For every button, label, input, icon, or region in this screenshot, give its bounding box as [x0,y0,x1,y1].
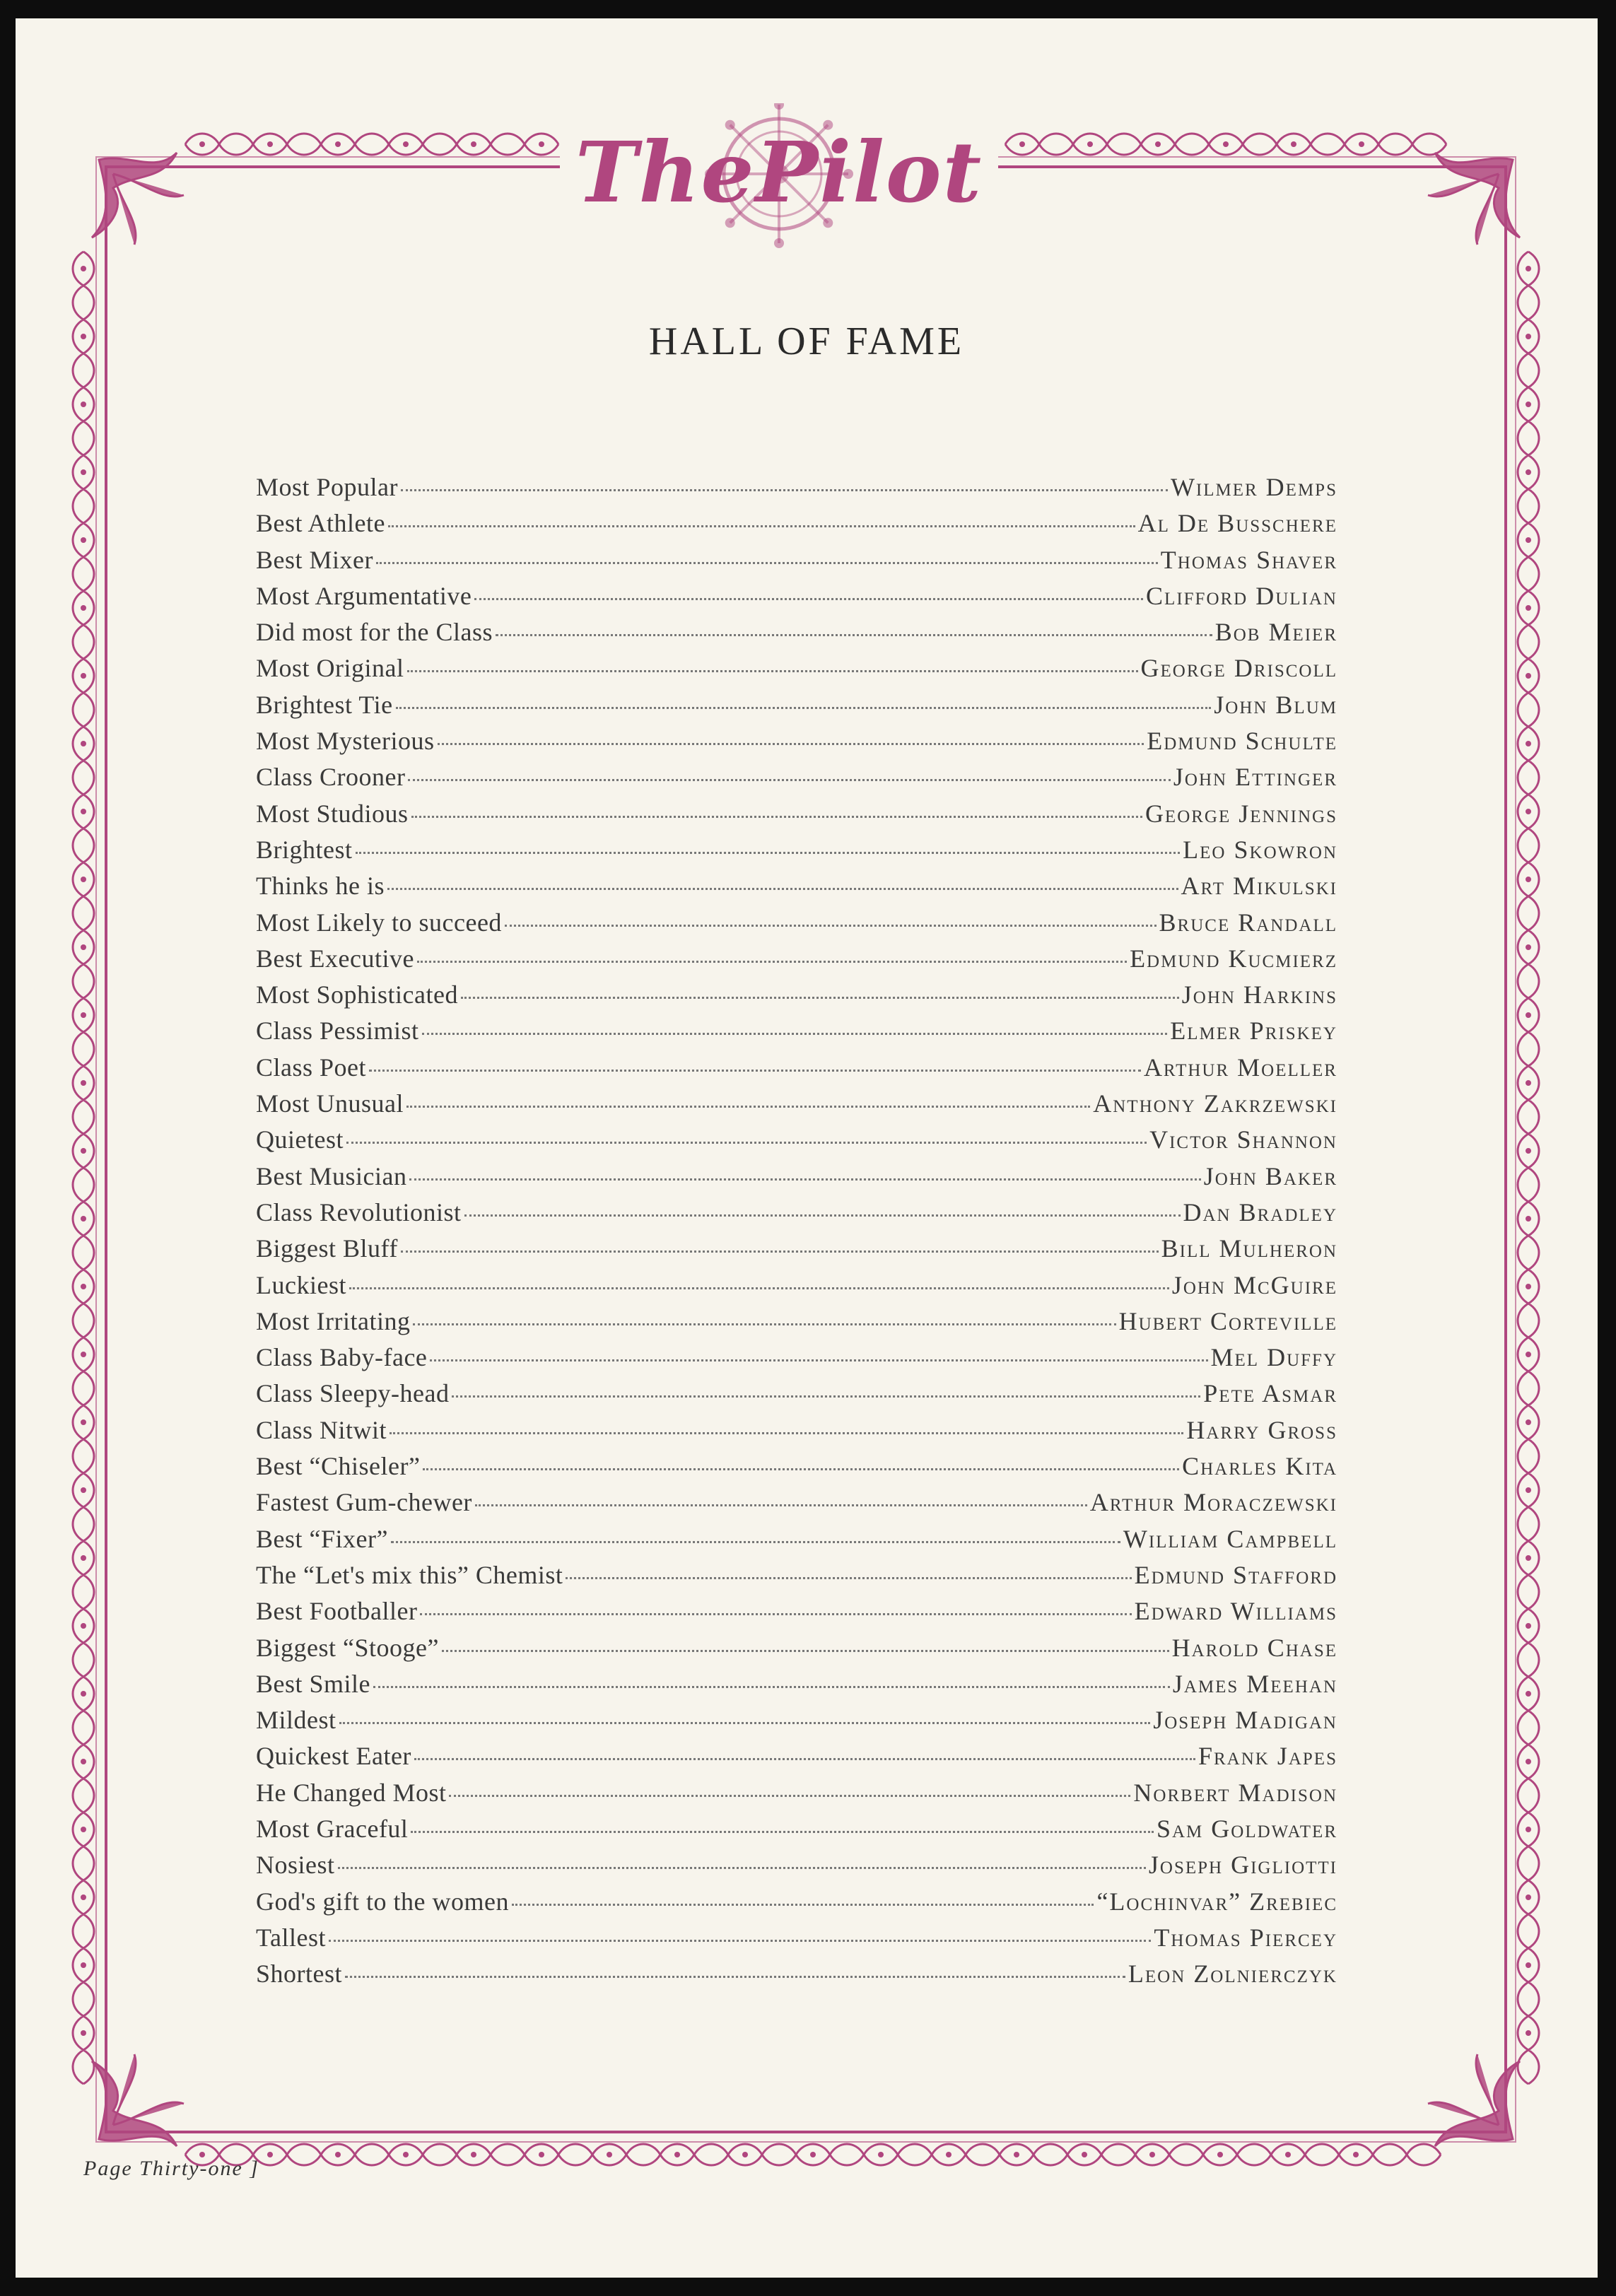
dot-leader [409,1178,1200,1181]
dot-leader [438,743,1144,745]
winner-name: John Ettinger [1173,763,1337,792]
award-title: Fastest Gum-chewer [256,1488,472,1517]
dot-leader [345,1976,1125,1978]
winner-name: George Jennings [1144,799,1337,828]
winner-name: Arthur Moraczewski [1089,1488,1337,1517]
dot-leader [339,1722,1151,1724]
list-item [256,1814,1337,1850]
winner-name: James Meehan [1172,1669,1337,1698]
page-title: HALL OF FAME [648,320,965,363]
dot-leader [411,816,1142,818]
dot-leader [474,598,1143,600]
list-item [256,545,1337,581]
award-title: Most Likely to succeed [256,908,502,937]
winner-name: Elmer Priskey [1170,1017,1337,1046]
award-title: Class Pessimist [256,1017,419,1046]
award-title: Did most for the Class [256,618,493,647]
winner-name: John McGuire [1171,1270,1337,1299]
winner-name: Dan Bradley [1183,1197,1337,1226]
list-item [256,1306,1337,1342]
list-item [256,1378,1337,1414]
dot-leader [376,562,1158,564]
list-item [256,1887,1337,1923]
award-title: Class Nitwit [256,1415,387,1444]
winner-name: Victor Shannon [1149,1125,1337,1154]
list-item [256,1560,1337,1596]
winner-name: Hubert Corteville [1118,1306,1337,1335]
list-item [256,653,1337,689]
award-title: Best Athlete [256,509,385,538]
winner-name: William Campbell [1123,1524,1337,1553]
dot-leader [329,1940,1151,1942]
page-number: Page Thirty-one ] [83,2157,259,2180]
award-title: Quickest Eater [256,1742,411,1771]
dot-leader [442,1650,1169,1652]
dot-leader [422,1033,1168,1035]
winner-name: Norbert Madison [1133,1778,1337,1807]
list-item [256,1089,1337,1125]
award-title: Brightest Tie [256,690,393,719]
winner-name: Bob Meier [1214,618,1337,647]
list-item [256,908,1337,944]
dot-leader [414,1758,1195,1760]
dot-leader [408,779,1170,781]
list-item [256,472,1337,508]
hall-of-fame-list [256,472,1337,1995]
award-title: Biggest Bluff [256,1234,398,1263]
list-item [256,1451,1337,1487]
award-title: Luckiest [256,1270,346,1299]
dot-leader [430,1359,1207,1361]
award-title: Biggest “Stooge” [256,1633,439,1662]
list-item [256,1741,1337,1777]
list-item [256,1053,1337,1089]
winner-name: Art Mikulski [1181,872,1337,901]
winner-name: Thomas Piercey [1154,1923,1337,1952]
winner-name: Mel Duffy [1210,1343,1337,1372]
dot-leader [387,888,1178,890]
list-item [256,1270,1337,1306]
award-title: Quietest [256,1125,344,1154]
list-item [256,1959,1337,1995]
dot-leader [475,1504,1087,1506]
list-item [256,1633,1337,1669]
award-title: The “Let's mix this” Chemist [256,1560,563,1589]
list-item [256,1342,1337,1378]
list-item [256,1669,1337,1705]
dot-leader [512,1904,1094,1906]
list-item [256,835,1337,871]
winner-name: Bruce Randall [1159,908,1337,937]
dot-leader [417,961,1127,963]
winner-name: Joseph Gigliotti [1148,1851,1337,1880]
masthead-title: ThePilot [575,123,983,221]
list-item [256,1705,1337,1741]
yearbook-sheet [16,18,1598,2278]
list-item [256,690,1337,726]
dot-leader [461,997,1179,999]
award-title: Most Sophisticated [256,980,458,1009]
dot-leader [411,1831,1154,1833]
masthead-logo [560,103,998,252]
list-item [256,1415,1337,1451]
award-title: Tallest [256,1923,326,1952]
winner-name: Wilmer Demps [1170,473,1337,501]
winner-name: Frank Japes [1198,1742,1337,1771]
winner-name: Charles Kita [1182,1452,1337,1481]
dot-leader [396,707,1212,709]
list-item [256,799,1337,835]
award-title: He Changed Most [256,1778,447,1807]
dot-leader [505,925,1157,927]
award-title: Most Mysterious [256,727,435,756]
list-item [256,980,1337,1016]
winner-name: Edward Williams [1134,1597,1337,1626]
list-item [256,581,1337,617]
award-title: Best Musician [256,1161,407,1190]
award-title: God's gift to the women [256,1887,509,1916]
winner-name: Edmund Stafford [1134,1560,1337,1589]
winner-name: Al De Busschere [1137,509,1337,538]
award-title: Most Popular [256,473,399,501]
winner-name: Anthony Zakrzewski [1093,1089,1337,1118]
award-title: Best Smile [256,1669,371,1698]
winner-name: Harry Gross [1186,1415,1337,1444]
list-item [256,1016,1337,1052]
list-item [256,1778,1337,1814]
award-title: Best Executive [256,944,414,973]
list-item [256,1197,1337,1234]
list-item [256,1234,1337,1270]
award-title: Class Crooner [256,763,406,792]
dot-leader [423,1468,1179,1470]
award-title: Most Studious [256,799,409,828]
list-item [256,871,1337,907]
winner-name: Edmund Schulte [1147,727,1337,756]
dot-leader [391,1541,1120,1543]
list-item [256,944,1337,980]
award-title: Mildest [256,1706,336,1735]
dot-leader [464,1214,1181,1217]
winner-name: Pete Asmar [1203,1379,1337,1408]
dot-leader [356,852,1181,854]
award-title: Best “Fixer” [256,1524,388,1553]
dot-leader [401,1250,1159,1253]
award-title: Best Mixer [256,545,373,574]
winner-name: Arthur Moeller [1143,1053,1337,1082]
winner-name: Edmund Kucmierz [1130,944,1337,973]
dot-leader [407,670,1138,672]
dot-leader [406,1106,1090,1108]
winner-name: George Driscoll [1140,654,1337,683]
award-title: Most Original [256,654,404,683]
award-title: Class Sleepy-head [256,1379,450,1408]
list-item [256,1850,1337,1886]
dot-leader [452,1395,1200,1398]
dot-leader [401,489,1168,491]
dot-leader [413,1323,1116,1325]
award-title: Best “Chiseler” [256,1452,421,1481]
winner-name: Bill Mulheron [1161,1234,1337,1263]
award-title: Class Poet [256,1053,367,1082]
award-title: Class Revolutionist [256,1197,462,1226]
list-item [256,1161,1337,1197]
award-title: Brightest [256,835,353,864]
list-item [256,1923,1337,1959]
dot-leader [388,525,1135,527]
winner-name: Leon Zolnierczyk [1128,1960,1337,1988]
award-title: Most Unusual [256,1089,404,1118]
award-title: Best Footballer [256,1597,418,1626]
award-title: Most Graceful [256,1814,409,1843]
dot-leader [449,1795,1130,1797]
winner-name: Clifford Dulian [1146,581,1337,610]
dot-leader [369,1070,1141,1072]
winner-name: Leo Skowron [1183,835,1337,864]
winner-name: Sam Goldwater [1156,1814,1337,1843]
dot-leader [373,1686,1170,1688]
award-title: Class Baby-face [256,1343,428,1372]
award-title: Most Irritating [256,1306,411,1335]
dot-leader [496,634,1212,636]
award-title: Nosiest [256,1851,335,1880]
list-item [256,1524,1337,1560]
list-item [256,762,1337,798]
winner-name: John Baker [1203,1161,1337,1190]
dot-leader [566,1577,1131,1579]
list-item [256,617,1337,653]
dot-leader [349,1287,1169,1289]
dot-leader [338,1867,1146,1869]
dot-leader [346,1142,1147,1144]
list-item [256,1487,1337,1523]
winner-name: Harold Chase [1171,1633,1337,1662]
winner-name: John Blum [1214,690,1337,719]
list-item [256,1125,1337,1161]
dot-leader [420,1613,1131,1615]
winner-name: “Lochinvar” Zrebiec [1096,1887,1337,1916]
dot-leader [390,1432,1183,1434]
award-title: Thinks he is [256,872,385,901]
winner-name: Thomas Shaver [1160,545,1337,574]
winner-name: John Harkins [1181,980,1337,1009]
winner-name: Joseph Madigan [1153,1706,1337,1735]
award-title: Most Argumentative [256,581,472,610]
list-item [256,1596,1337,1632]
list-item [256,508,1337,544]
award-title: Shortest [256,1960,343,1988]
list-item [256,726,1337,762]
